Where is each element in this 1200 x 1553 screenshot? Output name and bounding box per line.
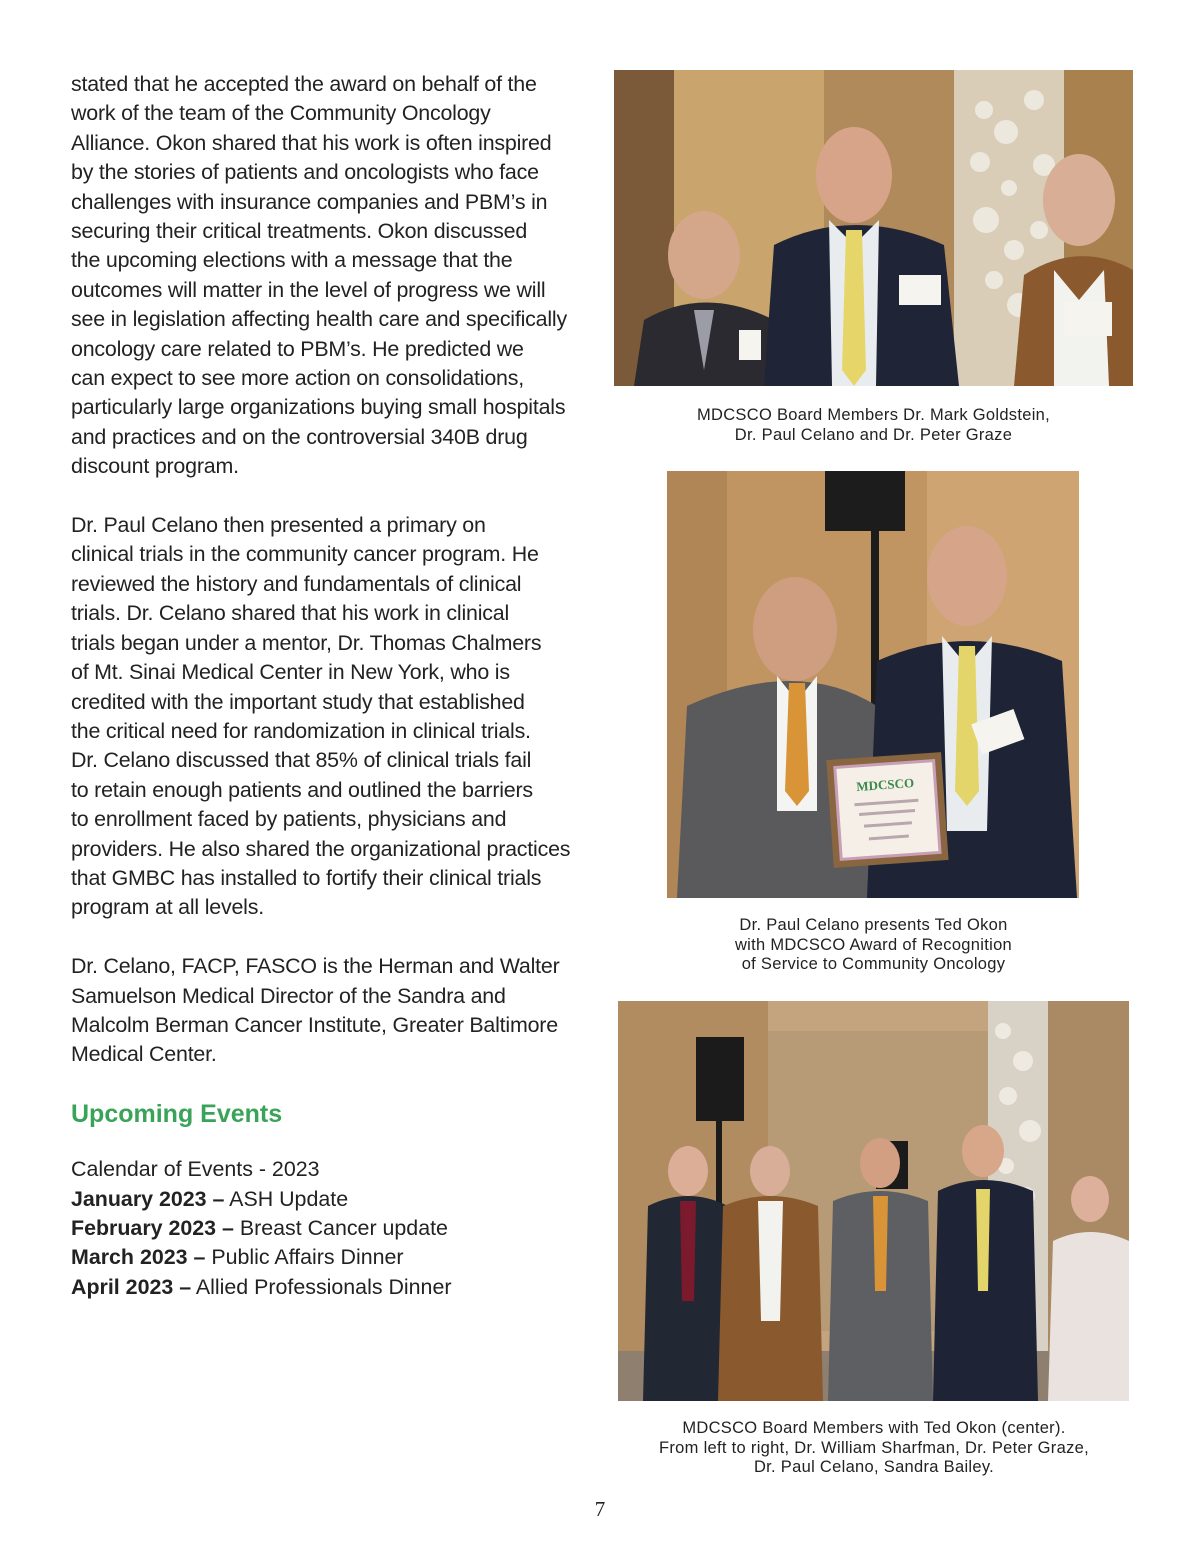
photo-board-members xyxy=(614,70,1133,386)
event-name: Public Affairs Dinner xyxy=(205,1245,404,1270)
photo-award-presentation-caption: Dr. Paul Celano presents Ted Okon with MDCSCO Award of Recognition of Service to Community Oncology xyxy=(734,916,1013,973)
event-item xyxy=(71,1273,586,1302)
upcoming-events-heading: Upcoming Events xyxy=(71,1100,283,1129)
photo-board-members-caption: MDCSCO Board Members Dr. Mark Goldstein, Dr. Paul Celano and Dr. Peter Graze xyxy=(696,406,1051,444)
photo-board-members-image xyxy=(614,70,1133,386)
event-item xyxy=(71,1243,586,1272)
article-column xyxy=(71,70,586,1302)
event-item xyxy=(71,1214,586,1243)
event-date: April 2023 – xyxy=(71,1274,192,1299)
event-item xyxy=(71,1185,586,1214)
article-paragraph-3: Dr. Celano, FACP, FASCO is the Herman and Walter Samuelson Medical Director of the Sandra and Malcolm Berman Cancer Institute, Greater Baltimore Medical Center. xyxy=(71,954,560,1067)
event-name: Allied Professionals Dinner xyxy=(191,1274,452,1299)
event-date: January 2023 – xyxy=(71,1186,225,1211)
event-name: ASH Update xyxy=(224,1186,349,1211)
calendar-title: Calendar of Events - 2023 xyxy=(71,1157,320,1182)
photo-group xyxy=(618,1001,1129,1401)
event-date: February 2023 – xyxy=(71,1215,234,1240)
article-paragraph-2: Dr. Paul Celano then presented a primary on clinical trials in the community cancer program. He reviewed the history and fundamentals of clinical trials. Dr. Celano shared that his work in clinical trials began under a mentor, Dr. Thomas Chalmers of Mt. Sinai Medical Center in New York, who is credited with the important study that established the critical need for randomization in clinical trials. Dr. Celano discussed that 85% of clinical trials fail to retain enough patients and outlined the barriers to enrollment faced by patients, physicians and providers. He also shared the organizational practices that GMBC has installed to fortify their clinical trials program at all levels. xyxy=(71,513,571,920)
photo-award-presentation-image xyxy=(667,471,1079,898)
page-number: 7 xyxy=(594,1497,606,1521)
event-date: March 2023 – xyxy=(71,1245,206,1270)
events-list xyxy=(71,1155,586,1302)
certificate-title: MDCSCO xyxy=(855,775,915,795)
photo-award-presentation xyxy=(667,471,1079,898)
article-paragraph-1: stated that he accepted the award on behalf of the work of the team of the Community Oncology Alliance. Okon shared that his work is often inspired by the stories of patients and oncologists who face challenges with insurance companies and PBM’s in securing their critical treatments. Okon discussed the upcoming elections with a message that the outcomes will matter in the level of progress we will see in legislation affecting health care and specifically oncology care related to PBM’s. He predicted we can expect to see more action on consolidations, particularly large organizations buying small hospitals and practices and on the controversial 340B drug discount program. xyxy=(71,72,567,479)
photo-group-caption: MDCSCO Board Members with Ted Okon (center). From left to right, Dr. William Sharfman, Dr. Peter Graze, Dr. Paul Celano, Sandra Bailey. xyxy=(658,1419,1089,1476)
photo-group-image xyxy=(618,1001,1129,1401)
event-name: Breast Cancer update xyxy=(233,1215,448,1240)
